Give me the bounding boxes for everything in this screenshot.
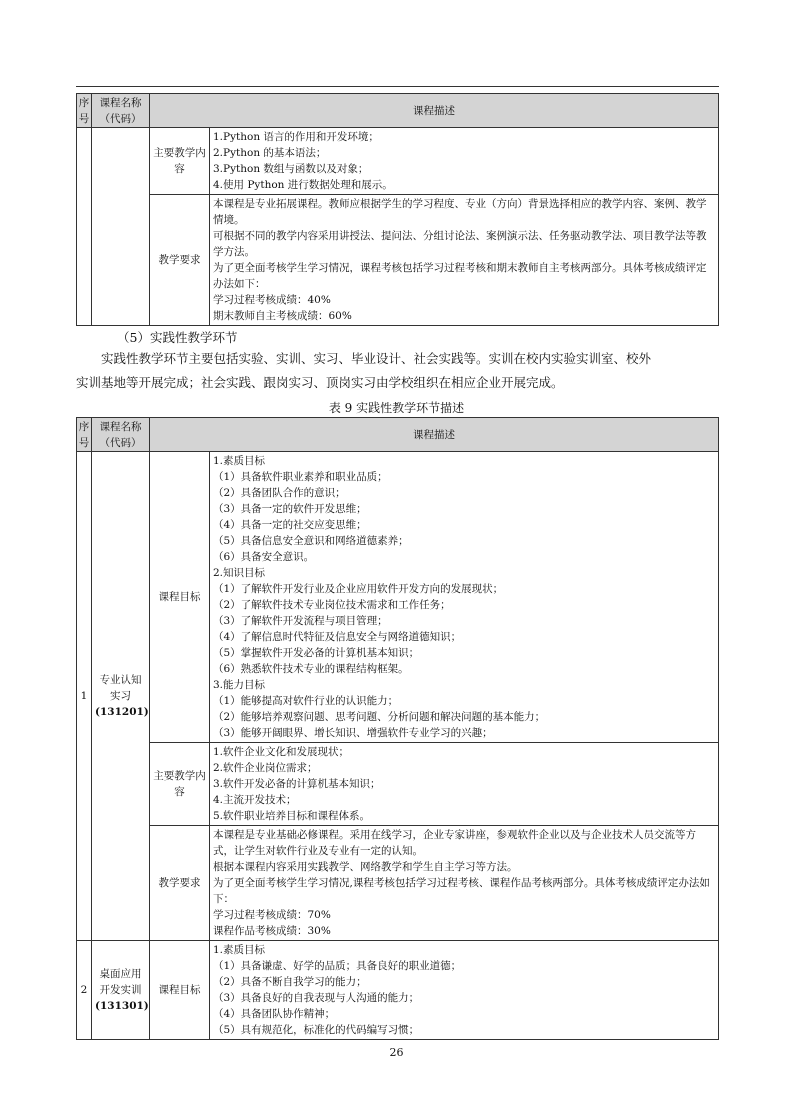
desc-line: （6）具备安全意识。	[213, 551, 315, 563]
desc-line: 4.主流开发技术；	[213, 794, 297, 806]
row-label: 教学要求	[150, 826, 210, 941]
desc-line: （2）能够培养观察问题、思考问题、分析问题和解决问题的基本能力；	[213, 711, 546, 723]
row-label: 课程目标	[150, 452, 210, 743]
table-row	[77, 941, 719, 1040]
desc-line: （3）具备良好的自我表现与人沟通的能力；	[213, 992, 420, 1004]
desc-line: 课程作品考核成绩：30%	[213, 925, 331, 937]
desc-line: （1）了解软件开发行业及企业应用软件开发方向的发展现状；	[213, 583, 504, 595]
cell-name	[92, 128, 150, 326]
desc-line: （1）能够提高对软件行业的认识能力；	[213, 695, 399, 707]
desc-line: 为了更全面考核学生学习情况,课程考核包括学习过程考核、课程作品考核两部分。具体考核成绩评定办法如下：	[213, 877, 710, 905]
desc-line: 3.软件开发必备的计算机基本知识；	[213, 778, 381, 790]
table-row	[77, 452, 719, 743]
practice-table	[76, 417, 719, 1040]
row-label: 主要教学内容	[150, 128, 210, 195]
desc-line: 为了更全面考核学生学习情况，课程考核包括学习过程考核和期末教师自主考核两部分。具体考核成绩评定办法如下：	[213, 262, 707, 290]
desc-line: （4）具备团队协作精神；	[213, 1008, 336, 1020]
course-name: 桌面应用开发实训	[99, 968, 142, 996]
desc-line: 可根据不同的教学内容采用讲授法、提问法、分组讨论法、案例演示法、任务驱动教学法、项目教学法等教学方法。	[213, 230, 707, 258]
table-header-row	[77, 94, 719, 128]
desc-line: （1）具备软件职业素养和职业品质；	[213, 471, 388, 483]
row-desc	[210, 452, 719, 743]
desc-line: 1.素质目标	[213, 944, 266, 956]
course-code: (131201)	[95, 706, 149, 718]
course-table-continued	[76, 93, 719, 326]
desc-line: （3）能够开阔眼界、增长知识、增强软件专业学习的兴趣；	[213, 727, 493, 739]
desc-line: （4）了解信息时代特征及信息安全与网络道德知识；	[213, 631, 462, 643]
table-row	[77, 128, 719, 195]
table-row	[77, 743, 719, 826]
cell-name	[92, 941, 150, 1040]
cell-no	[77, 128, 92, 326]
desc-line: （6）熟悉软件技术专业的课程结构框架。	[213, 663, 409, 675]
desc-line: （3）了解软件开发流程与项目管理；	[213, 615, 388, 627]
desc-line: （1）具备谦虚、好学的品质；具备良好的职业道德；	[213, 960, 462, 972]
desc-line: 2.Python 的基本语法；	[213, 147, 327, 159]
paragraph: 实践性教学环节主要包括实验、实训、实习、毕业设计、社会实践等。实训在校内实验实训室、校外	[101, 351, 652, 366]
cell-no: 1	[77, 452, 92, 941]
desc-line: 学习过程考核成绩：70%	[213, 909, 331, 921]
row-label: 课程目标	[150, 941, 210, 1040]
row-desc	[210, 195, 719, 326]
row-desc	[210, 826, 719, 941]
col-header-no: 序号	[77, 94, 92, 128]
desc-line: （5）掌握软件开发必备的计算机基本知识；	[213, 647, 420, 659]
header-rule	[76, 86, 719, 87]
desc-line: （5）具备信息安全意识和网络道德素养；	[213, 535, 409, 547]
col-header-desc: 课程描述	[150, 418, 719, 452]
desc-line: 1.素质目标	[213, 455, 266, 467]
desc-line: 本课程是专业基础必修课程。采用在线学习，企业专家讲座，参观软件企业以及与企业技术人员交流等方式，让学生对软件行业及专业有一定的认知。	[213, 829, 696, 857]
table-row	[77, 195, 719, 326]
desc-line: （5）具有规范化，标准化的代码编写习惯；	[213, 1024, 420, 1036]
desc-line: 3.Python 数组与函数以及对象；	[213, 163, 369, 175]
row-desc	[210, 941, 719, 1040]
desc-line: 学习过程考核成绩：40%	[213, 294, 331, 306]
table-row	[77, 826, 719, 941]
desc-line: （2）具备团队合作的意识；	[213, 487, 346, 499]
desc-line: （4）具备一定的社交应变思维；	[213, 519, 367, 531]
desc-line: 本课程是专业拓展课程。教师应根据学生的学习程度、专业（方向）背景选择相应的教学内容、案例、教学情境。	[213, 198, 707, 226]
desc-line: 3.能力目标	[213, 679, 266, 691]
desc-line: 1.Python 语言的作用和开发环境；	[213, 131, 379, 143]
paragraph: 实训基地等开展完成；社会实践、跟岗实习、顶岗实习由学校组织在相应企业开展完成。	[76, 375, 564, 390]
row-label: 主要教学内容	[150, 743, 210, 826]
desc-line: 4.使用 Python 进行数据处理和展示。	[213, 179, 393, 191]
desc-line: 2.软件企业岗位需求；	[213, 762, 318, 774]
cell-no: 2	[77, 941, 92, 1040]
page-number: 26	[389, 1046, 404, 1059]
desc-line: 1.软件企业文化和发展现状；	[213, 746, 350, 758]
table-caption: 表 9 实践性教学环节描述	[328, 401, 465, 415]
table-header-row	[77, 418, 719, 452]
cell-name	[92, 452, 150, 941]
desc-line: （2）了解软件技术专业岗位技术需求和工作任务；	[213, 599, 451, 611]
course-code: (131301)	[95, 1000, 149, 1012]
col-header-no: 序号	[77, 418, 92, 452]
section-title: （5）实践性教学环节	[117, 330, 238, 345]
row-label: 教学要求	[150, 195, 210, 326]
desc-line: 根据本课程内容采用实践教学、网络教学和学生自主学习等方法。	[213, 861, 518, 873]
course-name: 专业认知实习	[99, 674, 142, 702]
row-desc	[210, 743, 719, 826]
desc-line: （3）具备一定的软件开发思维；	[213, 503, 367, 515]
col-header-desc: 课程描述	[150, 94, 719, 128]
desc-line: （2）具备不断自我学习的能力；	[213, 976, 367, 988]
desc-line: 期末教师自主考核成绩：60%	[213, 310, 352, 322]
desc-line: 5.软件职业培养目标和课程体系。	[213, 810, 371, 822]
col-header-name: 课程名称（代码）	[92, 418, 150, 452]
col-header-name: 课程名称（代码）	[92, 94, 150, 128]
desc-line: 2.知识目标	[213, 567, 266, 579]
row-desc	[210, 128, 719, 195]
